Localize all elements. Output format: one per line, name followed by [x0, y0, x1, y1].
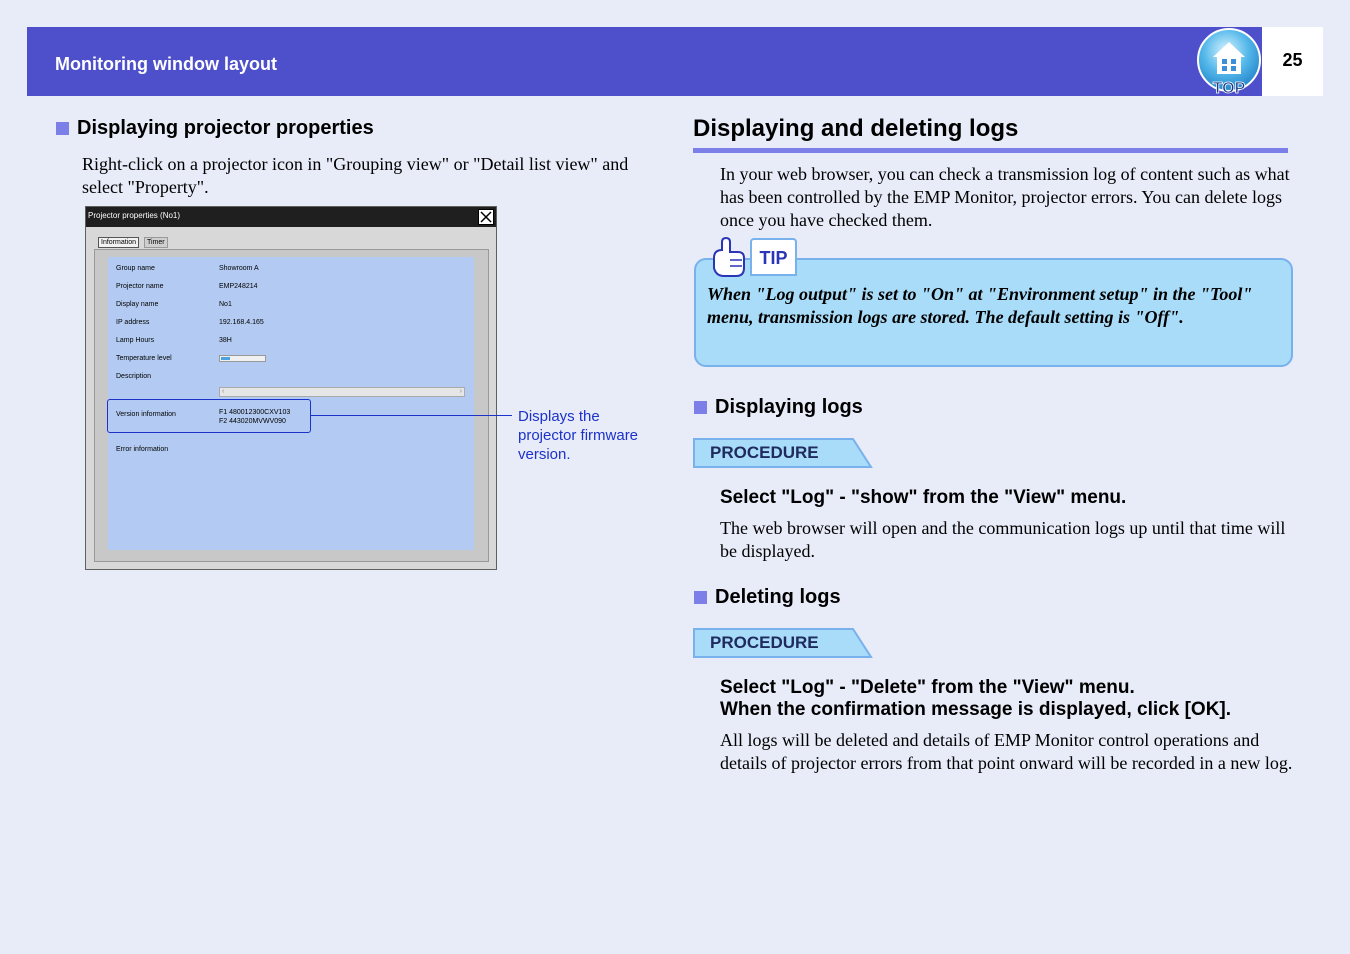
- label-version-information: Version information: [116, 411, 176, 418]
- deleting-title: Deleting logs: [715, 586, 841, 608]
- temperature-level-fill: [221, 357, 230, 360]
- tip-text: When "Log output" is set to "On" at "Environment setup" in the "Tool" menu, transmission logs are stored. The default setting is "Off".: [707, 284, 1253, 327]
- label-ip-address: IP address: [116, 319, 150, 326]
- square-bullet-icon: [56, 122, 69, 135]
- tab-timer[interactable]: Timer: [144, 237, 168, 248]
- dialog-title: Projector properties (No1): [88, 211, 181, 220]
- header-bar: [27, 27, 1262, 96]
- top-home-icon[interactable]: [1196, 26, 1262, 96]
- label-group-name: Group name: [116, 265, 155, 272]
- procedure-badge: [693, 628, 873, 658]
- square-bullet-icon: [694, 591, 707, 604]
- version-highlight-box: [107, 399, 311, 433]
- value-version-f1: F1 480012300CXV103: [219, 409, 291, 416]
- label-description: Description: [116, 373, 152, 380]
- procedure-label: PROCEDURE: [710, 443, 819, 462]
- section-title: Displaying projector properties: [77, 117, 374, 139]
- section-heading-properties: [56, 117, 374, 140]
- section-heading-deleting: [694, 586, 841, 609]
- pointing-hand-icon: [708, 236, 752, 285]
- description-scrollbar[interactable]: [219, 387, 465, 397]
- value-display-name: No1: [219, 301, 232, 308]
- step-delete-log: Select "Log" - "Delete" from the "View" menu.: [720, 677, 1135, 698]
- scroll-right-icon[interactable]: ›: [459, 388, 462, 395]
- close-icon[interactable]: [478, 209, 494, 225]
- step-confirm-ok: When the confirmation message is displayed, click [OK].: [720, 699, 1232, 720]
- tip-label: TIP: [750, 238, 797, 276]
- label-lamp-hours: Lamp Hours: [116, 337, 155, 344]
- displaying-title: Displaying logs: [715, 396, 863, 418]
- value-group-name: Showroom A: [219, 265, 259, 272]
- callout-text: Displays the projector firmware version.: [518, 408, 639, 463]
- logs-intro: In your web browser, you can check a transmission log of content such as what has been controlled by the EMP Monitor, projector errors. You can delete logs once you have checked them.: [720, 164, 1290, 230]
- square-bullet-icon: [694, 401, 707, 414]
- projector-properties-dialog: [85, 206, 497, 570]
- step-show-log: Select "Log" - "show" from the "View" menu.: [720, 487, 1127, 508]
- dialog-title-bar: [86, 207, 496, 227]
- tab-information[interactable]: Information: [98, 237, 139, 248]
- properties-intro: Right-click on a projector icon in "Grouping view" or "Detail list view" and select "Property".: [82, 154, 629, 197]
- section-heading-displaying: [694, 396, 863, 419]
- value-projector-name: EMP248214: [219, 283, 258, 290]
- procedure-label: PROCEDURE: [710, 633, 819, 652]
- header-title: Monitoring window layout: [55, 54, 277, 74]
- procedure-badge: [693, 438, 873, 468]
- value-lamp-hours: 38H: [219, 337, 232, 344]
- label-error-information: Error information: [116, 446, 169, 453]
- top-label: TOP: [1212, 80, 1246, 96]
- scroll-left-icon[interactable]: ‹: [222, 388, 225, 395]
- displaying-body: The web browser will open and the communication logs up until that time will be displayed.: [720, 518, 1286, 561]
- label-temperature-level: Temperature level: [116, 355, 172, 362]
- value-version-f2: F2 443020MVWV090: [219, 418, 286, 425]
- value-ip-address: 192.168.4.165: [219, 319, 264, 326]
- label-projector-name: Projector name: [116, 283, 164, 290]
- label-display-name: Display name: [116, 301, 159, 308]
- deleting-body: All logs will be deleted and details of EMP Monitor control operations and details of projector errors from that point onward will be recorded in a new log.: [720, 730, 1293, 773]
- page-number: 25: [1282, 50, 1303, 70]
- heading-rule: [693, 148, 1288, 153]
- callout-line: [311, 415, 512, 416]
- page-title: Displaying and deleting logs: [693, 115, 1019, 142]
